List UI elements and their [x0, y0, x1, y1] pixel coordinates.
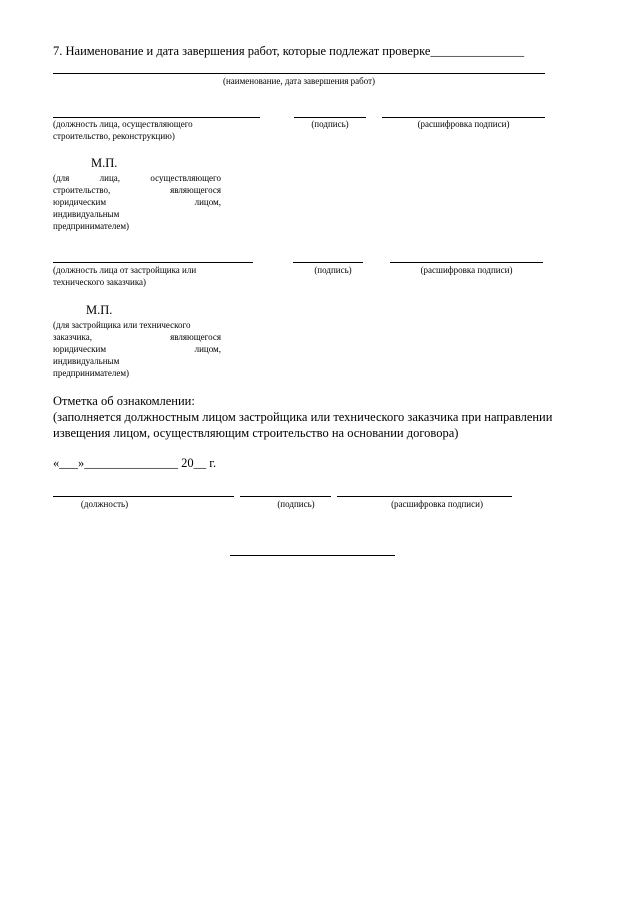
acknowledgement-date: «___»_______________ 20__ г.: [53, 456, 217, 470]
ack-signature-line: [240, 496, 331, 497]
contractor-stamp-line: строительство, являющегося: [53, 185, 221, 195]
contractor-decode-caption: (расшифровка подписи): [417, 119, 510, 129]
contractor-stamp-line: юридическим лицом,: [53, 197, 221, 207]
developer-stamp-line: юридическим лицом,: [53, 344, 221, 354]
contractor-stamp-note: [53, 172, 221, 232]
bottom-separator-line: [230, 555, 395, 556]
contractor-position-caption-2: строительство, реконструкцию): [53, 131, 175, 141]
ack-decode-caption: (расшифровка подписи): [391, 499, 483, 509]
acknowledgement-title: Отметка об ознакомлении:: [53, 394, 195, 408]
developer-stamp-line: предпринимателем): [53, 368, 130, 378]
contractor-stamp-title: М.П.: [91, 156, 118, 170]
developer-stamp-line: заказчика, являющегося: [53, 332, 221, 342]
developer-signature-caption: (подпись): [314, 265, 352, 275]
works-name-caption: (наименование, дата завершения работ): [222, 76, 376, 86]
developer-stamp-line: (для застройщика или технического: [53, 320, 191, 330]
developer-stamp-note: [53, 319, 221, 379]
ack-signature-caption: (подпись): [277, 499, 315, 509]
contractor-decode-line: [382, 117, 545, 118]
contractor-position-caption-1: (должность лица, осуществляющего: [53, 119, 193, 129]
contractor-signature-line: [294, 117, 366, 118]
ack-position-caption: (должность): [80, 499, 129, 509]
ack-decode-line: [337, 496, 512, 497]
developer-stamp-title: М.П.: [86, 303, 113, 317]
ack-position-line: [53, 496, 234, 497]
developer-position-caption-2: технического заказчика): [53, 277, 147, 287]
contractor-stamp-line: индивидуальным: [53, 209, 120, 219]
developer-position-caption-1: (должность лица от застройщика или: [53, 265, 197, 275]
contractor-signature-caption: (подпись): [311, 119, 349, 129]
developer-decode-line: [390, 262, 543, 263]
developer-decode-caption: (расшифровка подписи): [420, 265, 513, 275]
acknowledgement-note-1: (заполняется должностным лицом застройщика или технического заказчика при направлении: [53, 410, 553, 424]
contractor-stamp-line: (для лица, осуществляющего: [53, 173, 221, 183]
developer-stamp-line: индивидуальным: [53, 356, 120, 366]
contractor-stamp-line: предпринимателем): [53, 221, 130, 231]
contractor-position-line: [53, 117, 260, 118]
acknowledgement-note-2: извещения лицом, осуществляющим строительство на основании договора): [53, 426, 459, 440]
developer-signature-line: [293, 262, 363, 263]
developer-position-line: [53, 262, 253, 263]
section-7-title: 7. Наименование и дата завершения работ, которые подлежат проверке_______________: [53, 44, 525, 58]
works-name-line: [53, 73, 545, 74]
